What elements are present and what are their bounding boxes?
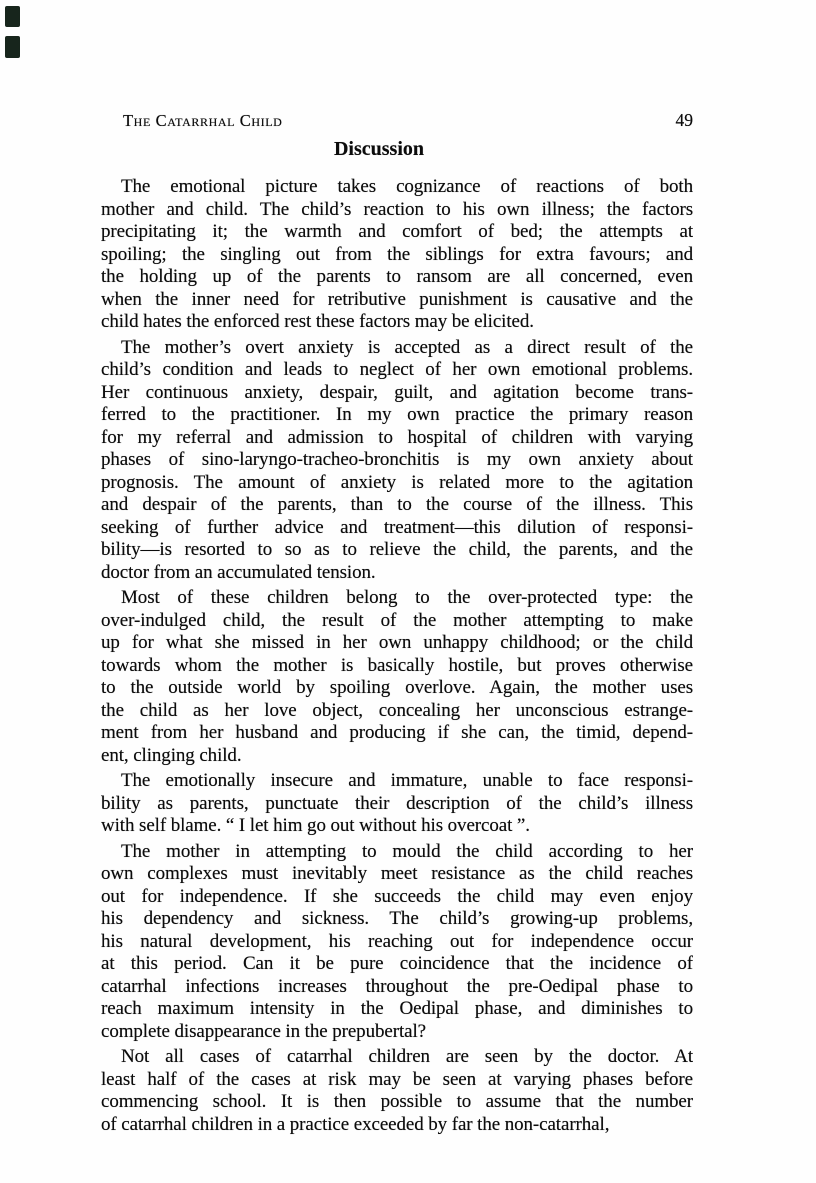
text-line: The mother’s overt anxiety is accepted as a direct result of the bbox=[121, 336, 693, 358]
text-line: child hates the enforced rest these factors may be elicited. bbox=[101, 311, 534, 332]
text-line: when the inner need for retributive punishment is causative and the bbox=[101, 288, 693, 310]
text-line: reach maximum intensity in the Oedipal phase, and diminishes to bbox=[101, 998, 693, 1019]
text-line: his dependency and sickness. The child’s growing-up problems, bbox=[101, 908, 693, 929]
scan-artifact-mark bbox=[5, 36, 20, 58]
paragraph bbox=[101, 337, 693, 585]
paragraph bbox=[101, 176, 693, 334]
running-header-title: The Catarrhal Child bbox=[123, 111, 283, 130]
text-line: The mother in attempting to mould the child according to her bbox=[121, 840, 693, 862]
paragraph bbox=[101, 1046, 693, 1136]
text-line: ent, clinging child. bbox=[101, 744, 242, 766]
text-line: child’s condition and leads to neglect of her own emotional problems. bbox=[101, 359, 693, 380]
page-number: 49 bbox=[675, 110, 693, 130]
text-line: for my referral and admission to hospital of children with varying bbox=[101, 426, 693, 448]
text-line: own complexes must inevitably meet resistance as the child reaches bbox=[101, 863, 693, 884]
text-line: and despair of the parents, than to the course of the illness. This bbox=[101, 494, 693, 515]
text-line: phases of sino-laryngo-tracheo-bronchitis is my own anxiety about bbox=[101, 449, 693, 470]
text-line: out for independence. If she succeeds the child may even enjoy bbox=[101, 885, 693, 907]
text-line: at this period. Can it be pure coincidence that the incidence of bbox=[101, 953, 693, 974]
text-line: mother and child. The child’s reaction to his own illness; the factors bbox=[101, 198, 693, 220]
text-line: doctor from an accumulated tension. bbox=[101, 561, 376, 583]
text-line: Not all cases of catarrhal children are seen by the doctor. At bbox=[121, 1046, 693, 1067]
text-line: the child as her love object, concealing her unconscious estrange- bbox=[101, 699, 693, 721]
text-line: towards whom the mother is basically hostile, but proves otherwise bbox=[101, 654, 693, 676]
text-line: up for what she missed in her own unhappy childhood; or the child bbox=[101, 632, 693, 653]
text-line: bility as parents, punctuate their description of the child’s illness bbox=[101, 792, 693, 814]
text-line: catarrhal infections increases throughout the pre-Oedipal phase to bbox=[101, 975, 693, 997]
text-line: commencing school. It is then possible to assume that the number bbox=[101, 1091, 693, 1112]
body-text bbox=[101, 176, 693, 1136]
section-heading: Discussion bbox=[333, 138, 425, 160]
text-line: ferred to the practitioner. In my own practice the primary reason bbox=[101, 404, 693, 425]
page-header bbox=[101, 110, 693, 131]
text-line: of catarrhal children in a practice exceeded by far the non-catarrhal, bbox=[101, 1113, 610, 1135]
text-line: The emotional picture takes cognizance of reactions of both bbox=[121, 176, 693, 197]
text-line: least half of the cases at risk may be seen at varying phases before bbox=[101, 1068, 693, 1090]
text-line: The emotionally insecure and immature, unable to face responsi- bbox=[121, 770, 693, 791]
text-line: his natural development, his reaching out for independence occur bbox=[101, 930, 693, 952]
paragraph bbox=[101, 841, 693, 1044]
text-line: complete disappearance in the prepubertal? bbox=[101, 1020, 426, 1042]
text-line: prognosis. The amount of anxiety is related more to the agitation bbox=[101, 471, 693, 493]
text-line: the holding up of the parents to ransom are all concerned, even bbox=[101, 266, 693, 287]
text-line: ment from her husband and producing if she can, the timid, depend- bbox=[101, 722, 693, 743]
text-line: Her continuous anxiety, despair, guilt, and agitation become trans- bbox=[101, 381, 693, 403]
text-line: over-indulged child, the result of the mother attempting to make bbox=[101, 609, 693, 631]
paragraph bbox=[101, 770, 693, 838]
text-line: seeking of further advice and treatment—this dilution of responsi- bbox=[101, 516, 693, 538]
text-line: with self blame. “ I let him go out without his overcoat ”. bbox=[101, 815, 530, 836]
paragraph bbox=[101, 587, 693, 767]
text-line: precipitating it; the warmth and comfort of bed; the attempts at bbox=[101, 221, 693, 242]
text-line: bility—is resorted to so as to relieve the child, the parents, and the bbox=[101, 539, 693, 560]
scan-artifact-mark bbox=[5, 6, 20, 27]
text-line: spoiling; the singling out from the siblings for extra favours; and bbox=[101, 243, 693, 265]
text-line: to the outside world by spoiling overlove. Again, the mother uses bbox=[101, 677, 693, 698]
text-line: Most of these children belong to the over-protected type: the bbox=[121, 587, 693, 608]
